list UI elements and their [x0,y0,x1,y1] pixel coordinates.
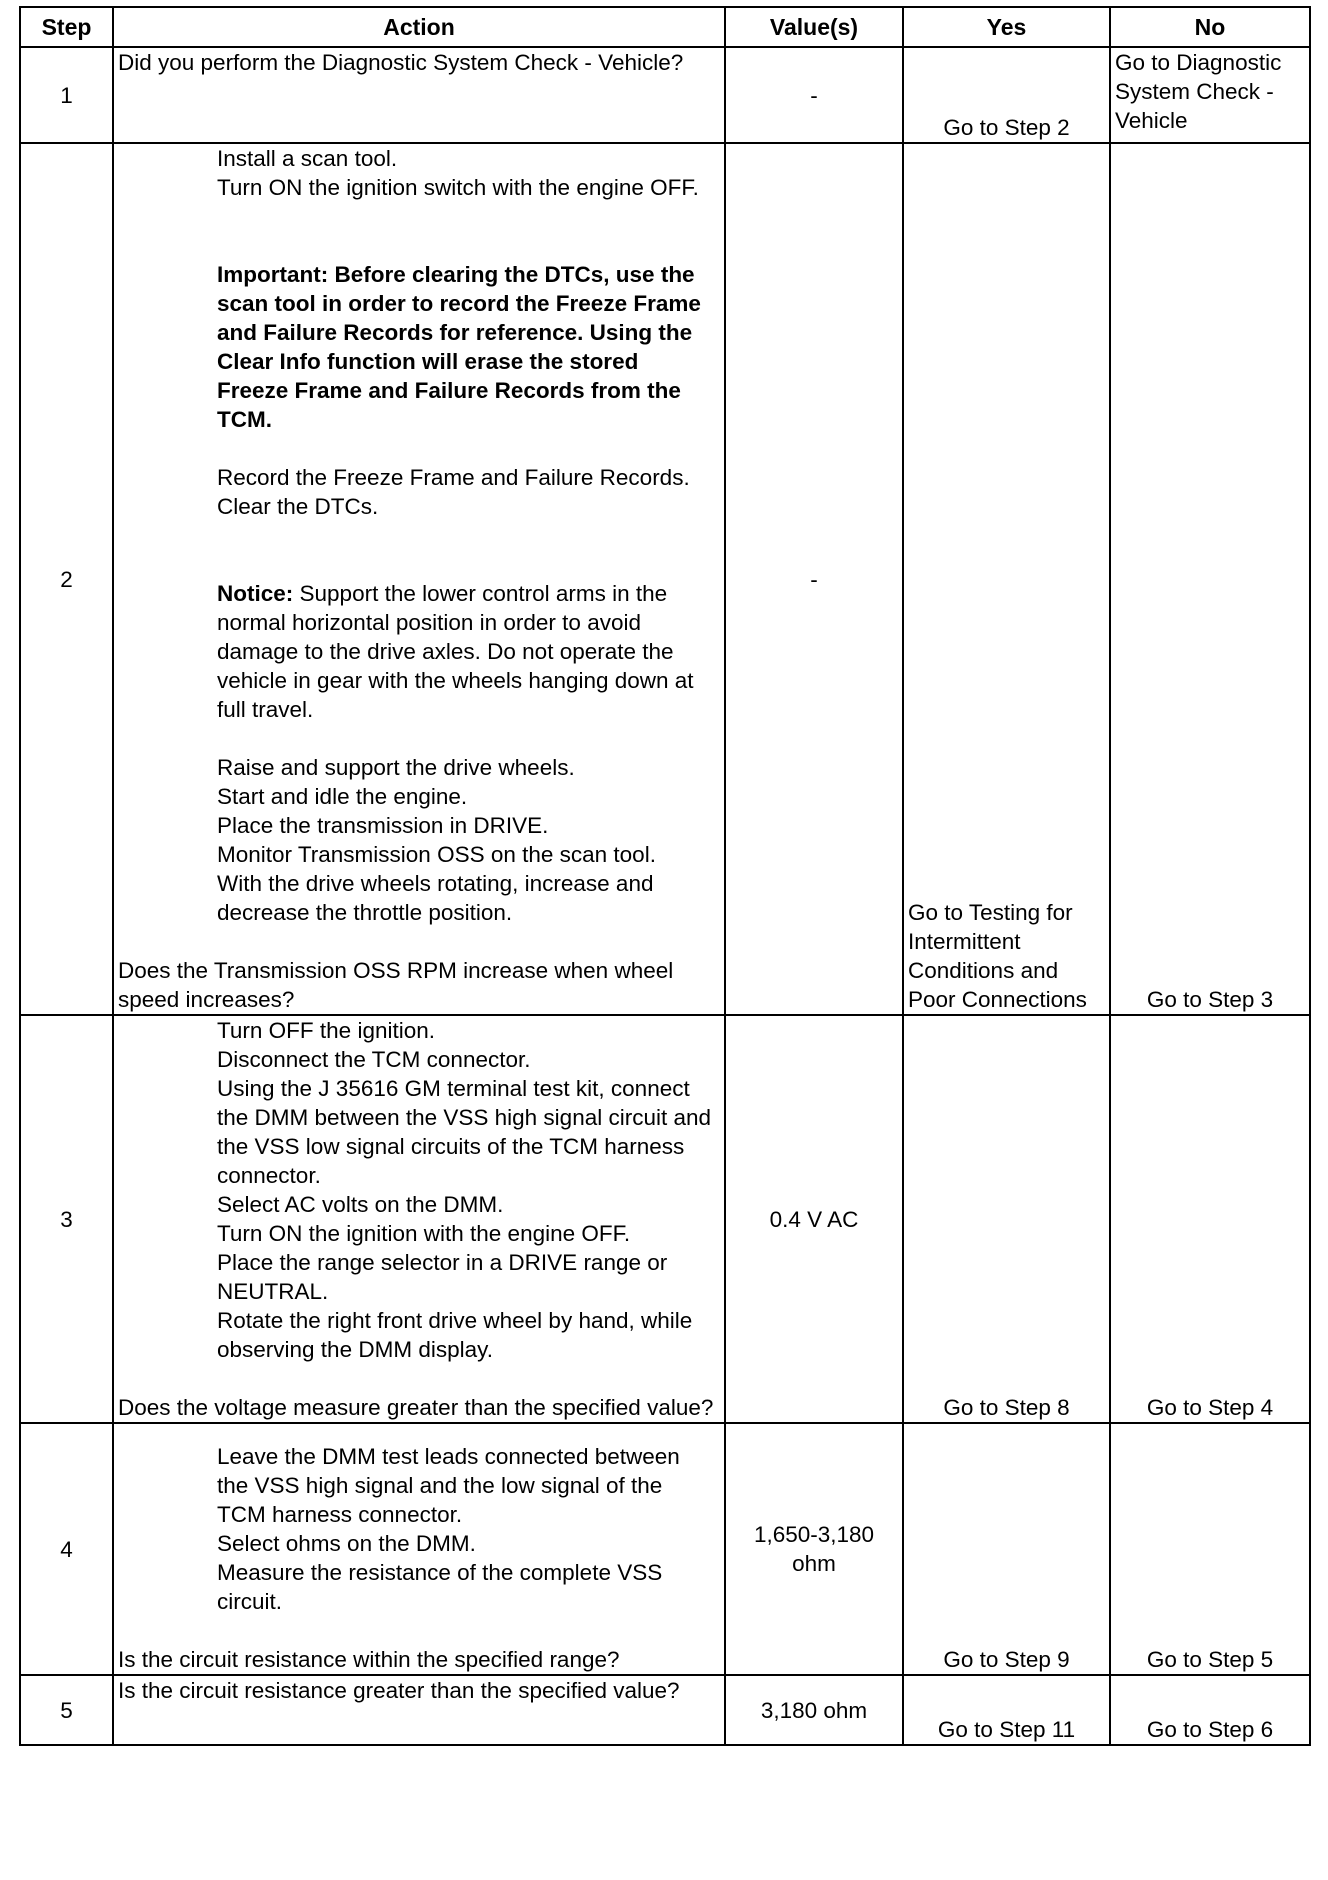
action-item: Install a scan tool. [217,146,398,171]
step-number: 4 [20,1423,113,1675]
action-cell [113,47,725,143]
notice-text: Support the lower control arms in the normal horizontal position in order to avoid damage to the drive axles. Do not operate the vehicle in gear with the wheels hanging down at full travel. [217,581,694,722]
action-item: Place the range selector in a DRIVE range or NEUTRAL. [217,1250,668,1304]
action-item: Monitor Transmission OSS on the scan tool. [217,842,656,867]
notice-note [217,579,714,724]
yes-cell: Go to Step 9 [903,1423,1110,1675]
action-item: Measure the resistance of the complete VSS circuit. [217,1560,663,1614]
no-cell: Go to Step 4 [1110,1015,1310,1423]
action-item: Record the Freeze Frame and Failure Records. [217,465,690,490]
notice-label: Notice: [217,581,294,606]
action-item: Turn ON the ignition with the engine OFF. [217,1221,631,1246]
table-row [20,1675,1310,1745]
no-cell: Go to Diagnostic System Check - Vehicle [1110,47,1310,143]
header-action: Action [113,7,725,47]
action-item: Rotate the right front drive wheel by hand, while observing the DMM display. [217,1308,693,1362]
action-question: Does the Transmission OSS RPM increase when wheel speed increases? [118,958,674,1012]
action-question: Is the circuit resistance greater than the specified value? [118,1678,680,1703]
value-cell: 0.4 V AC [725,1015,903,1423]
action-item: Leave the DMM test leads connected between the VSS high signal and the low signal of the TCM harness connector. [217,1444,680,1527]
action-item: Using the J 35616 GM terminal test kit, connect the DMM between the VSS high signal circuit and the VSS low signal circuits of the TCM harness connector. [217,1076,712,1188]
action-item: With the drive wheels rotating, increase and decrease the throttle position. [217,871,654,925]
action-item: Select AC volts on the DMM. [217,1192,504,1217]
action-item: Place the transmission in DRIVE. [217,813,549,838]
value-cell: - [725,143,903,1015]
important-note: Important: Before clearing the DTCs, use the scan tool in order to record the Freeze Frame and Failure Records for reference. Using the Clear Info function will erase the stored Freeze Frame and Failure Records from the TCM. [217,262,701,432]
action-item: Disconnect the TCM connector. [217,1047,531,1072]
action-question: Did you perform the Diagnostic System Check - Vehicle? [118,50,684,75]
step-number: 3 [20,1015,113,1423]
action-cell [113,1015,725,1423]
header-step: Step [20,7,113,47]
action-item: Raise and support the drive wheels. [217,755,575,780]
step-number: 5 [20,1675,113,1745]
action-question: Does the voltage measure greater than the specified value? [118,1395,714,1420]
value-cell: 3,180 ohm [725,1675,903,1745]
action-question: Is the circuit resistance within the specified range? [118,1647,620,1672]
header-values: Value(s) [725,7,903,47]
value-cell: - [725,47,903,143]
table-row [20,143,1310,1015]
table-row [20,47,1310,143]
yes-cell: Go to Step 11 [903,1675,1110,1745]
action-item: Select ohms on the DMM. [217,1531,476,1556]
yes-cell: Go to Testing for Intermittent Conditions and Poor Connections [903,143,1110,1015]
table-row [20,1423,1310,1675]
yes-cell: Go to Step 8 [903,1015,1110,1423]
no-cell: Go to Step 5 [1110,1423,1310,1675]
table-row [20,1015,1310,1423]
action-item: Start and idle the engine. [217,784,468,809]
diagnostic-table [19,6,1311,1746]
yes-cell: Go to Step 2 [903,47,1110,143]
action-cell [113,1423,725,1675]
action-item: Turn OFF the ignition. [217,1018,436,1043]
header-no: No [1110,7,1310,47]
action-item: Clear the DTCs. [217,494,379,519]
no-cell: Go to Step 6 [1110,1675,1310,1745]
action-cell [113,1675,725,1745]
action-cell [113,143,725,1015]
header-yes: Yes [903,7,1110,47]
no-cell: Go to Step 3 [1110,143,1310,1015]
step-number: 1 [20,47,113,143]
action-item: Turn ON the ignition switch with the engine OFF. [217,175,699,200]
value-cell: 1,650-3,180 ohm [725,1423,903,1675]
header-row [20,7,1310,47]
step-number: 2 [20,143,113,1015]
